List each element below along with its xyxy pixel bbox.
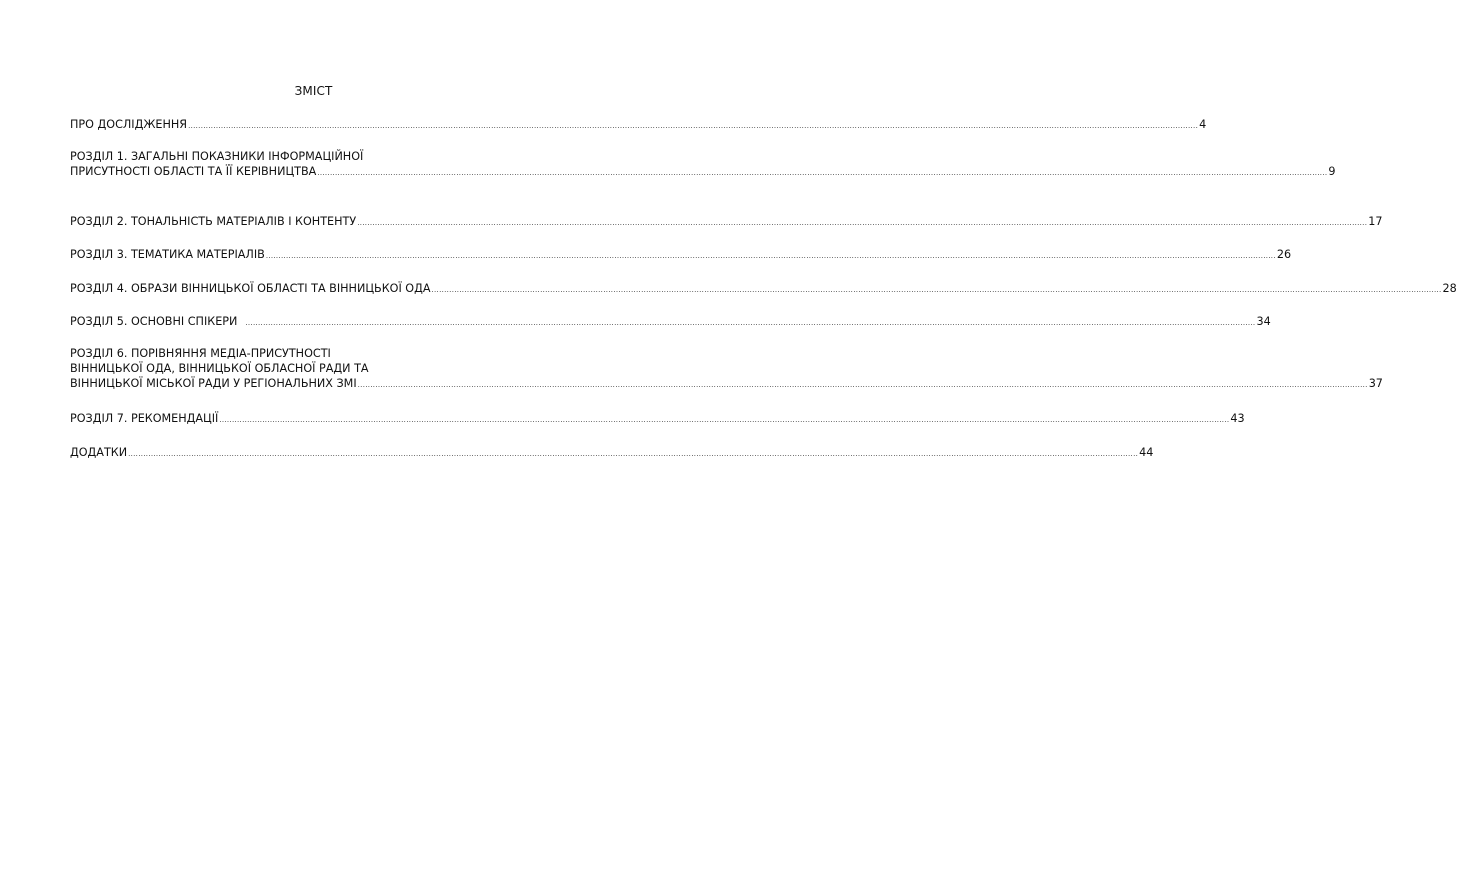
toc-page-number: 43 xyxy=(1230,412,1245,425)
dot-leader: ................................................................................................................................................................................................................................................................................................................................................................................................................ xyxy=(357,381,1368,389)
dot-leader: ................................................................................................................................................................................................................................................................................................................................................................................................................ xyxy=(188,122,1199,130)
toc-entry-title: РОЗДІЛ 5. ОСНОВНІ СПІКЕРИ xyxy=(70,315,238,328)
toc-entry-title: ПРИСУТНОСТІ ОБЛАСТІ ТА ЇЇ КЕРІВНИЦТВА xyxy=(70,165,317,178)
toc-entry-about[interactable] xyxy=(70,117,1207,134)
toc-entry-section-4[interactable] xyxy=(70,281,1457,298)
toc-entry-section-3[interactable] xyxy=(70,247,1292,264)
toc-entry-title-line: РОЗДІЛ 6. ПОРІВНЯННЯ МЕДІА-ПРИСУТНОСТІ xyxy=(70,347,331,360)
toc-entry-section-2[interactable] xyxy=(70,214,1383,231)
toc-entry-title: ВІННИЦЬКОЇ МІСЬКОЇ РАДИ У РЕГІОНАЛЬНИХ ЗМІ xyxy=(70,377,357,390)
toc-entry-section-5[interactable] xyxy=(70,314,1271,331)
dot-leader: ................................................................................................................................................................................................................................................................................................................................................................................................................ xyxy=(431,286,1442,294)
toc-entry-title: РОЗДІЛ 2. ТОНАЛЬНІСТЬ МАТЕРІАЛІВ І КОНТЕНТУ xyxy=(70,215,357,228)
toc-entry-title-line: РОЗДІЛ 1. ЗАГАЛЬНІ ПОКАЗНИКИ ІНФОРМАЦІЙНОЇ xyxy=(70,150,364,163)
toc-page-number: 37 xyxy=(1368,377,1383,390)
toc-entry-section-6[interactable] xyxy=(70,346,1383,393)
dot-leader: ................................................................................................................................................................................................................................................................................................................................................................................................................ xyxy=(219,416,1230,424)
toc-page-number: 26 xyxy=(1276,248,1292,261)
toc-page-number: 44 xyxy=(1139,446,1154,459)
toc-entry-section-7[interactable] xyxy=(70,411,1245,428)
dot-leader: ................................................................................................................................................................................................................................................................................................................................................................................................................ xyxy=(317,169,1328,177)
toc-entry-title: РОЗДІЛ 7. РЕКОМЕНДАЦІЇ xyxy=(70,412,219,425)
toc-entry-title: ПРО ДОСЛІДЖЕННЯ xyxy=(70,118,188,131)
dot-leader: ................................................................................................................................................................................................................................................................................................................................................................................................................ xyxy=(265,252,1276,260)
dot-leader: ................................................................................................................................................................................................................................................................................................................................................................................................................ xyxy=(128,450,1139,458)
toc-entry-title: ДОДАТКИ xyxy=(70,446,128,459)
toc-page-number: 17 xyxy=(1368,215,1383,228)
toc-page-number: 9 xyxy=(1328,165,1336,178)
toc-heading: ЗМІСТ xyxy=(294,84,333,98)
toc-entry-section-1[interactable] xyxy=(70,149,1336,181)
toc-page-number: 34 xyxy=(1256,315,1271,328)
toc-page-number: 28 xyxy=(1442,282,1457,295)
toc-entry-title: РОЗДІЛ 4. ОБРАЗИ ВІННИЦЬКОЇ ОБЛАСТІ ТА ВІННИЦЬКОЇ ОДА xyxy=(70,282,431,295)
toc-entry-title-line: ВІННИЦЬКОЇ ОДА, ВІННИЦЬКОЇ ОБЛАСНОЇ РАДИ ТА xyxy=(70,362,369,375)
dot-leader: ................................................................................................................................................................................................................................................................................................................................................................................................................ xyxy=(245,319,1256,327)
toc-entry-title: РОЗДІЛ 3. ТЕМАТИКА МАТЕРІАЛІВ xyxy=(70,248,265,261)
toc-entry-appendices[interactable] xyxy=(70,445,1154,462)
toc-page-number: 4 xyxy=(1199,118,1207,131)
dot-leader: ................................................................................................................................................................................................................................................................................................................................................................................................................ xyxy=(357,219,1368,227)
